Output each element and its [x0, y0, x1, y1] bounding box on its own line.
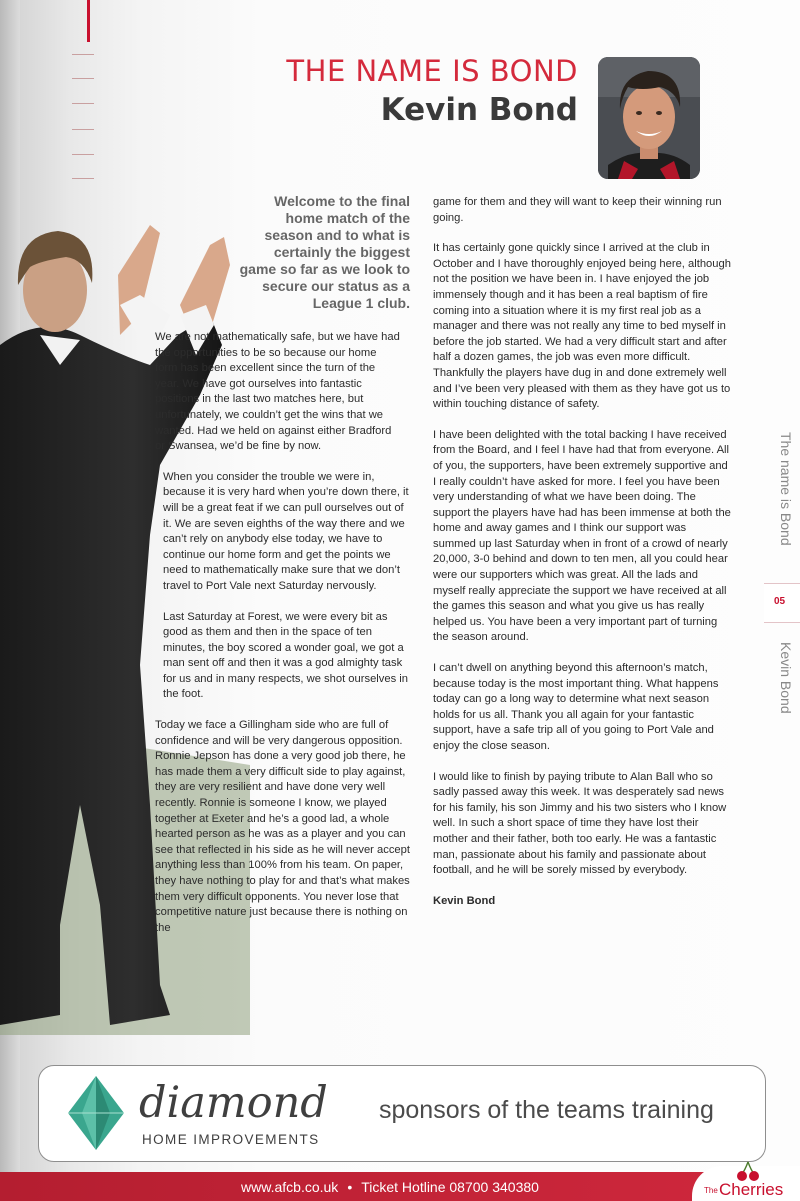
margin-tick — [72, 154, 94, 155]
margin-tick — [72, 78, 94, 79]
sponsor-tagline: sponsors of the teams training — [379, 1096, 714, 1124]
footer-bar — [0, 1172, 800, 1201]
article-paragraph: I can’t dwell on anything beyond this afternoon’s match, because today is the most important thing. What happens today can go a long way to determine what next season holds for us all. Thank you all again for your fantastic support, have a safe trip all of you going to Port Vale and enjoy the close season. — [433, 662, 719, 752]
intro-paragraph: Welcome to the final home match of the season and to what is certainly the biggest game so far as we look to secure our status as a League 1 club. — [239, 193, 410, 311]
article-paragraph: Today we face a Gillingham side who are full of confidence and will be very dangerous opposition. Ronnie Jepson has done a very good job there, he has made them a very difficult side to play against, they are very resilient and have done very well recently. Ronnie is someone I know, we played together at Exeter and he’s a good lad, a whole hearted person as he was as a player and you can see that reflected in his side as he will never accept anything less than 100% from his team. On paper, they have nothing to play for and that’s what makes them very difficult opponents. You never lose that competitive nature just because there is nothing on the — [155, 719, 410, 934]
cherries-icon — [735, 1160, 761, 1182]
author-side-label: Kevin Bond — [778, 642, 794, 714]
club-logo-wordmark: Cherries — [719, 1180, 784, 1199]
sponsor-advert — [38, 1065, 766, 1162]
article-paragraph: When you consider the trouble we were in, because it is very hard when you’re down there, it will be a great feat if we can pull ourselves out of it. We are seven eighths of the way there and we can’t rely on anybody else today, we have to continue our home form and get the points we need to mathematically make sure that we don’t travel to Port Vale next Saturday nervously. — [163, 470, 409, 592]
page-number: 05 — [774, 596, 786, 607]
sponsor-brand-name: diamond — [139, 1078, 328, 1128]
accent-rule — [87, 0, 90, 42]
article-paragraph: Last Saturday at Forest, we were every bit as good as them and then in the space of ten minutes, the boy scored a wonder goal, we got a man sent off and then it was a god almighty task for us and in many respects, we shot ourselves in the foot. — [163, 610, 408, 701]
page-title: THE NAME IS BOND — [286, 54, 578, 88]
margin-tick — [72, 178, 94, 179]
author-signature: Kevin Bond — [433, 894, 496, 907]
article-paragraph: We are not mathematically safe, but we have had the opportunities to be so because our home form has been excellent since the turn of the year. We have got ourselves into fantastic positions in the last two matches here, but unfortunately, we couldn’t get the wins that we wanted. Had we held on against either Bradford or Swansea, we’d be fine by now. — [155, 331, 400, 453]
article-paragraph: game for them and they will want to keep their winning run going. — [433, 196, 722, 224]
footer-text — [0, 1179, 780, 1195]
article-paragraph: I have been delighted with the total backing I have received from the Board, and I feel I have had that from everyone. All of you, the supporters, have been extremely supportive and I really couldn’t have asked for more. I feel you have been very understanding of what we have been doing. The support the players have had has been immense at both the home and away games and I think our support was summed up last Saturday when in front of a crowd of nearly 20,000, 3-0 behind and down to ten men, all you could hear were our supporters which was great. All the lads and myself really appreciate the support we have received at all the games this season and what you give us has really helped us. You have been a very important part of turning the season around. — [433, 428, 731, 644]
page-number-tab — [764, 583, 800, 623]
page-subtitle-name: Kevin Bond — [380, 92, 578, 128]
manager-portrait-photo — [598, 57, 700, 179]
footer-separator: • — [347, 1179, 353, 1195]
article-column-right — [433, 195, 731, 924]
margin-tick — [72, 54, 94, 55]
article-paragraph: I would like to finish by paying tribute to Alan Ball who so sadly passed away this week. It was desperately sad news for his family, his son Jimmy and his two sisters who I know well. In such a short space of time they have lost their mother and their father, both too early. He was a fantastic man, passionate about his family and passionate about football, and he will be sorely missed by everybody. — [433, 770, 727, 877]
article-paragraph: It has certainly gone quickly since I arrived at the club in October and I have thoroughly enjoyed being here, although not the position we have been in. I have enjoyed the job immensely though and it has been a real baptism of fire coming into a situation where it is my first real job as a manager and there was not really any time to bed myself in before the job started. We had a very difficult start and after half a dozen games, the job was even more difficult. Thankfully the players have dug in and done extremely well and I’ve been very pleased with them as they have got us to within touching distance of safety. — [433, 242, 731, 411]
section-side-label: The name is Bond — [778, 432, 794, 546]
margin-tick — [72, 103, 94, 104]
diamond-logo-icon — [66, 1074, 126, 1152]
club-logo-the: The — [704, 1186, 718, 1195]
article-column-left — [155, 330, 415, 951]
sponsor-brand-subtitle: HOME IMPROVEMENTS — [142, 1132, 320, 1147]
club-website-link: www.afcb.co.uk — [241, 1179, 339, 1195]
margin-tick — [72, 129, 94, 130]
ticket-hotline: Ticket Hotline 08700 340380 — [361, 1179, 539, 1195]
